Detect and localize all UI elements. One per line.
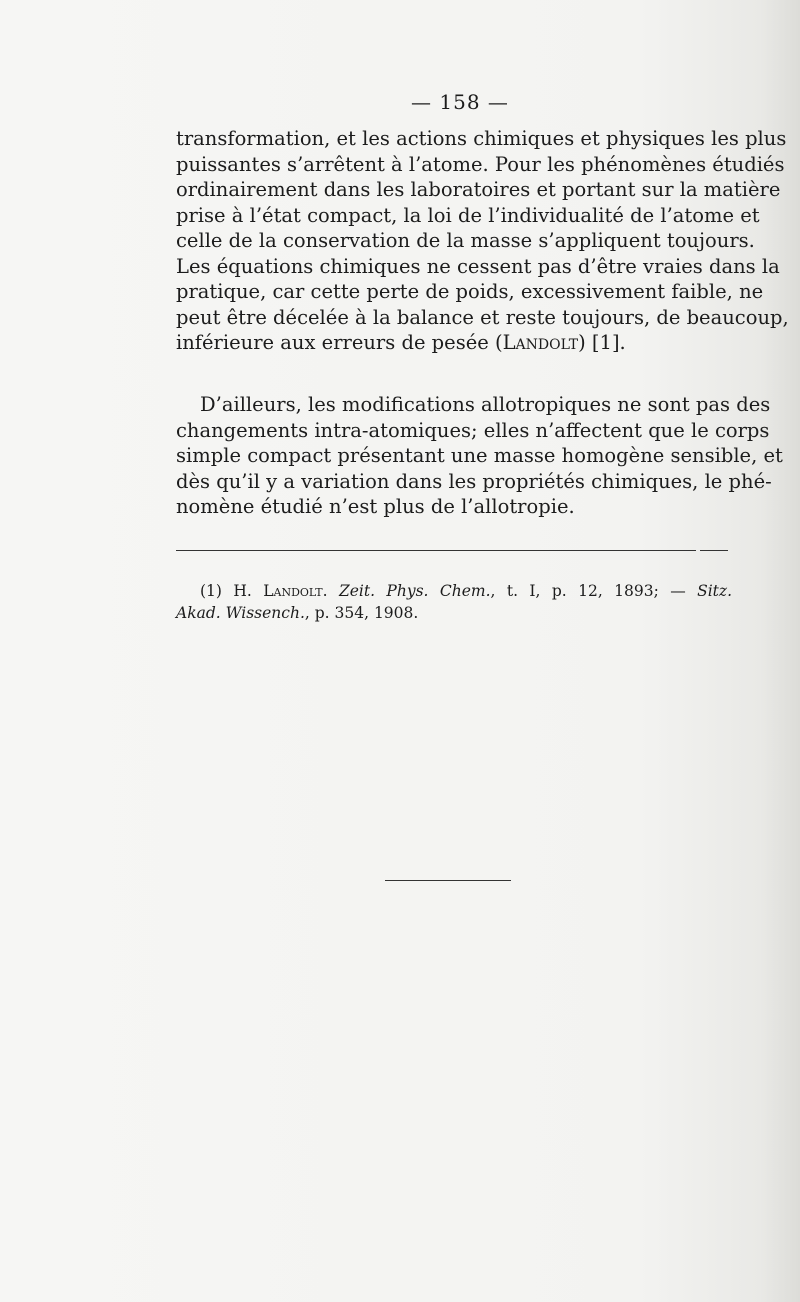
- text-line-last: [176, 330, 732, 356]
- text-line: prise à l’état compact, la loi de l’individualité de l’atome et: [176, 203, 760, 227]
- paragraph-2: [176, 392, 783, 520]
- footnote-line: [176, 580, 732, 602]
- footnote-ref: , t. I, p. 12, 1893; —: [490, 582, 698, 600]
- footnote-journal: Zeit. Phys. Chem.: [338, 582, 491, 600]
- citation-fragment: ) [1].: [578, 331, 626, 354]
- text-line: ordinairement dans les laboratoires et portant sur la matière: [176, 178, 781, 201]
- text-line: pratique, car cette perte de poids, excessivement faible, ne: [176, 280, 764, 303]
- text-fragment: inférieure aux erreurs de pesée (: [176, 331, 503, 354]
- footnote-separator-end: [700, 550, 728, 551]
- text-line: puissantes s’arrêtent à l’atome. Pour les phénomènes étudiés: [176, 152, 785, 176]
- footnote-marker: (1) H.: [200, 582, 264, 600]
- page-number: — 158 —: [411, 90, 509, 114]
- text-line: peut être décelée à la balance et reste toujours, de beaucoup,: [176, 305, 789, 329]
- author-name: Landolt: [502, 331, 579, 354]
- footnote-punct: .: [322, 582, 339, 600]
- text-line-last: nomène étudié n’est plus de l’allotropie.: [176, 495, 575, 518]
- footnote-ref: , p. 354, 1908.: [304, 604, 419, 622]
- footnote-separator: [176, 550, 696, 551]
- text-line: changements intra-atomiques; elles n’affectent que le corps: [176, 418, 770, 442]
- text-line: simple compact présentant une masse homogène sensible, et: [176, 444, 783, 467]
- footnote-journal: Sitz.: [697, 582, 732, 600]
- text-line: D’ailleurs, les modifications allotropiques ne sont pas des: [200, 393, 771, 416]
- text-line: Les équations chimiques ne cessent pas d’être vraies dans la: [176, 254, 780, 278]
- footnote-journal: Akad. Wissench.: [176, 604, 305, 622]
- text-line: transformation, et les actions chimiques et physiques les plus: [176, 127, 787, 150]
- footnote: [176, 580, 732, 624]
- footnote-author: Landolt: [263, 582, 323, 600]
- end-rule: [385, 880, 511, 881]
- text-line: celle de la conservation de la masse s’appliquent toujours.: [176, 229, 755, 252]
- text-line: dès qu’il y a variation dans les propriétés chimiques, le phé-: [176, 469, 772, 493]
- paragraph-1: [176, 126, 789, 356]
- footnote-line: [176, 602, 732, 624]
